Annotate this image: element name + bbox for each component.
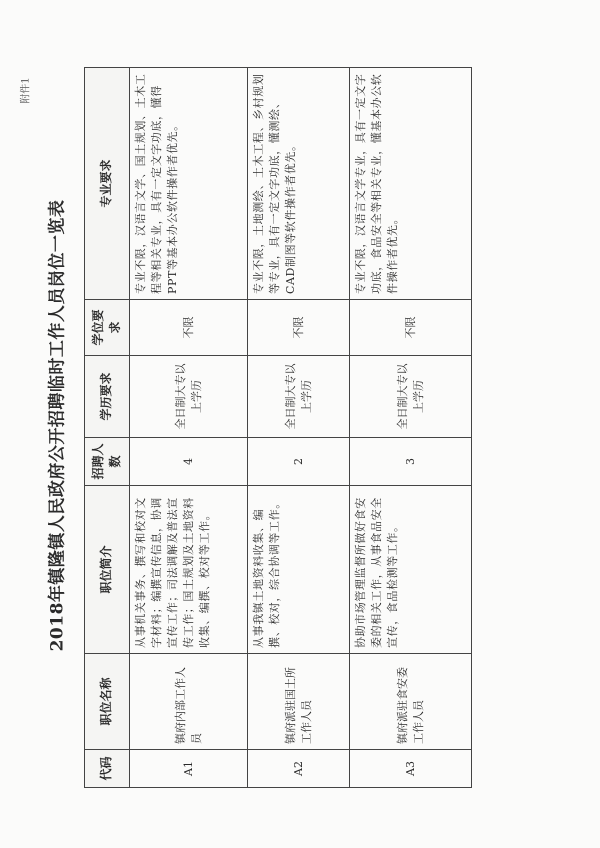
header-degree: 学位要求 (85, 300, 130, 356)
title-box (35, 60, 75, 790)
cell-education: 全日制大专以上学历 (130, 356, 248, 438)
header-intro: 职位简介 (85, 486, 130, 654)
cell-intro: 从事机关事务、撰写和校对文字材料；编撰宣传信息，协调宣传工作；司法调解及普法宣传工作；国土规划及土地资料收集、编撰、校对等工作。 (130, 486, 248, 654)
cell-education: 全日制大专以上学历 (248, 356, 350, 438)
cell-name: 镇府派驻国土所工作人员 (248, 654, 350, 750)
page-title: 2018年镇隆镇人民政府公开招聘临时工作人员岗位一览表 (47, 199, 68, 651)
cell-major: 专业不限，汉语言文学专业，具有一定文字功底，食品安全等相关专业，懂基本办公软件操作者优先。 (350, 68, 472, 300)
cell-code: A2 (248, 750, 350, 788)
table-row (130, 68, 248, 788)
cell-intro: 协助市场管理监督所做好食安委的相关工作，从事食品安全宣传，食品检测等工作。 (350, 486, 472, 654)
cell-code: A3 (350, 750, 472, 788)
cell-count: 3 (350, 438, 472, 486)
rotated-table-container (84, 68, 464, 788)
annex-label: 附件1 (20, 76, 32, 104)
table-frame (84, 68, 464, 788)
table-row (350, 68, 472, 788)
header-count: 招聘人数 (85, 438, 130, 486)
cell-intro: 从事我镇土地资料收集、编撰、校对，综合协调等工作。 (248, 486, 350, 654)
header-education: 学历要求 (85, 356, 130, 438)
position-table (84, 67, 472, 788)
cell-name: 镇府内部工作人员 (130, 654, 248, 750)
cell-degree: 不限 (130, 300, 248, 356)
cell-degree: 不限 (350, 300, 472, 356)
table-header-row (85, 68, 130, 788)
cell-degree: 不限 (248, 300, 350, 356)
cell-code: A1 (130, 750, 248, 788)
cell-major: 专业不限，土地测绘、土木工程、乡村规划等专业，具有一定文字功底，懂测绘、CAD制图等软件操作者优先。 (248, 68, 350, 300)
header-name: 职位名称 (85, 654, 130, 750)
header-code: 代码 (85, 750, 130, 788)
cell-count: 4 (130, 438, 248, 486)
annex-label-box (12, 30, 36, 150)
cell-count: 2 (248, 438, 350, 486)
cell-name: 镇府派驻食安委工作人员 (350, 654, 472, 750)
cell-major: 专业不限，汉语言文学、国土规划、土木工程等相关专业，具有一定文字功底，懂得PPT等基本办公软件操作者优先。 (130, 68, 248, 300)
header-major: 专业要求 (85, 68, 130, 300)
table-row (248, 68, 350, 788)
cell-education: 全日制大专以上学历 (350, 356, 472, 438)
